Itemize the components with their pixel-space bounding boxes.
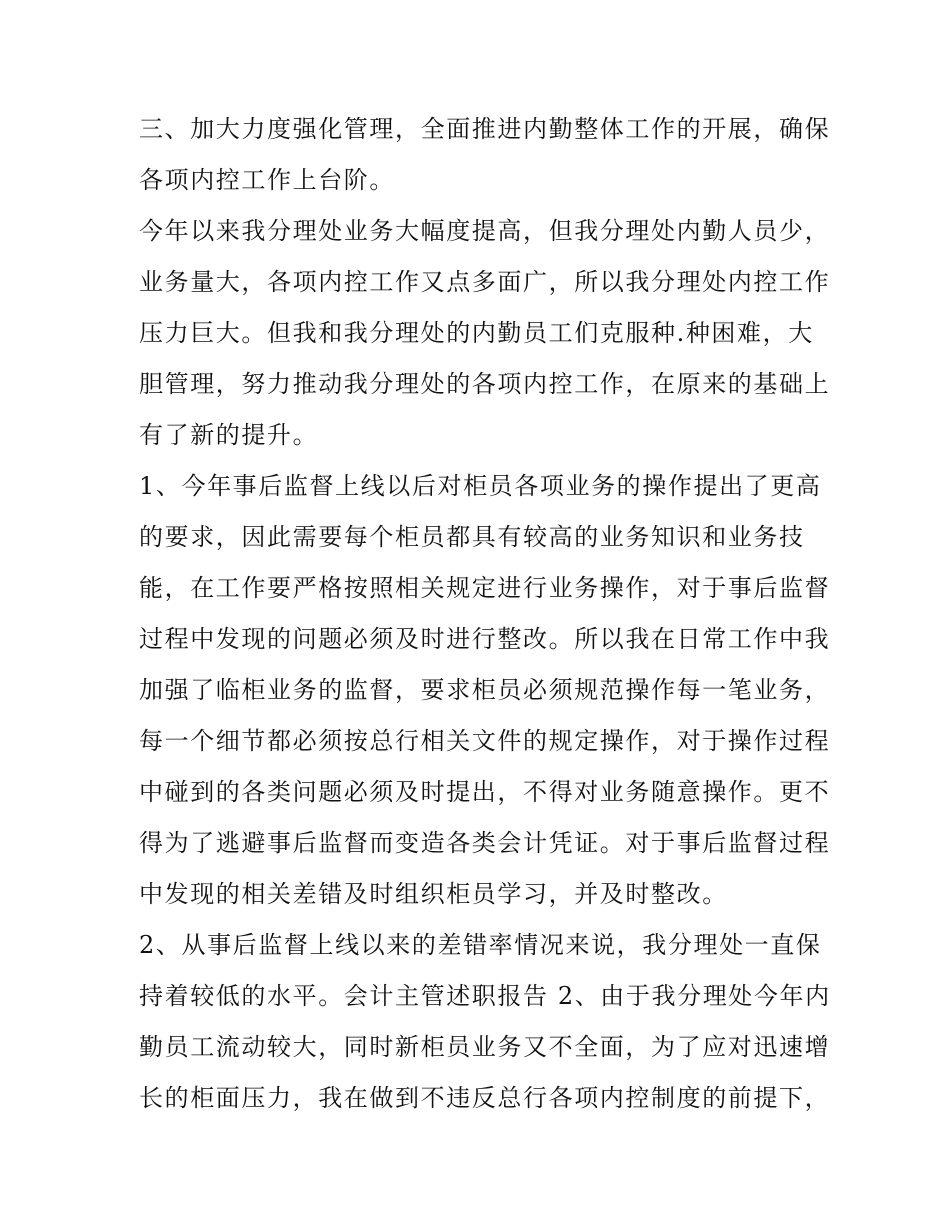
text-line: 得为了逃避事后监督而变造各类会计凭证。对于事后监督过程	[139, 829, 831, 857]
text-line: 三、加大力度强化管理，全面推进内勤整体工作的开展，确保	[139, 115, 831, 143]
text-line: 的要求，因此需要每个柜员都具有较高的业务知识和业务技	[139, 523, 805, 551]
text-line: 胆管理，努力推动我分理处的各项内控工作，在原来的基础上	[139, 370, 831, 398]
text-line: 持着较低的水平。会计主管述职报告 2、由于我分理处今年内	[139, 982, 831, 1010]
text-line: 勤员工流动较大，同时新柜员业务又不全面，为了应对迅速增	[139, 1033, 831, 1061]
text-line: 加强了临柜业务的监督，要求柜员必须规范操作每一笔业务，	[139, 676, 831, 704]
text-line: 长的柜面压力，我在做到不违反总行各项内控制度的前提下，	[139, 1084, 831, 1112]
text-line: 中发现的相关差错及时组织柜员学习，并及时整改。	[139, 880, 728, 908]
text-line: 2、从事后监督上线以来的差错率情况来说，我分理处一直保	[139, 931, 822, 959]
document-body	[139, 104, 831, 1124]
text-line: 今年以来我分理处业务大幅度提高，但我分理处内勤人员少，	[139, 217, 831, 245]
text-line: 中碰到的各类问题必须及时提出，不得对业务随意操作。更不	[139, 778, 831, 806]
text-line: 1、今年事后监督上线以后对柜员各项业务的操作提出了更高	[139, 472, 822, 500]
text-line: 有了新的提升。	[139, 421, 319, 449]
text-line: 业务量大，各项内控工作又点多面广，所以我分理处内控工作	[139, 268, 831, 296]
text-line: 各项内控工作上台阶。	[139, 166, 395, 194]
text-line: 能，在工作要严格按照相关规定进行业务操作，对于事后监督	[139, 574, 831, 602]
text-line: 压力巨大。但我和我分理处的内勤员工们克服种.种困难，大	[139, 319, 814, 347]
text-line: 过程中发现的问题必须及时进行整改。所以我在日常工作中我	[139, 625, 831, 653]
text-line: 每一个细节都必须按总行相关文件的规定操作，对于操作过程	[139, 727, 831, 755]
